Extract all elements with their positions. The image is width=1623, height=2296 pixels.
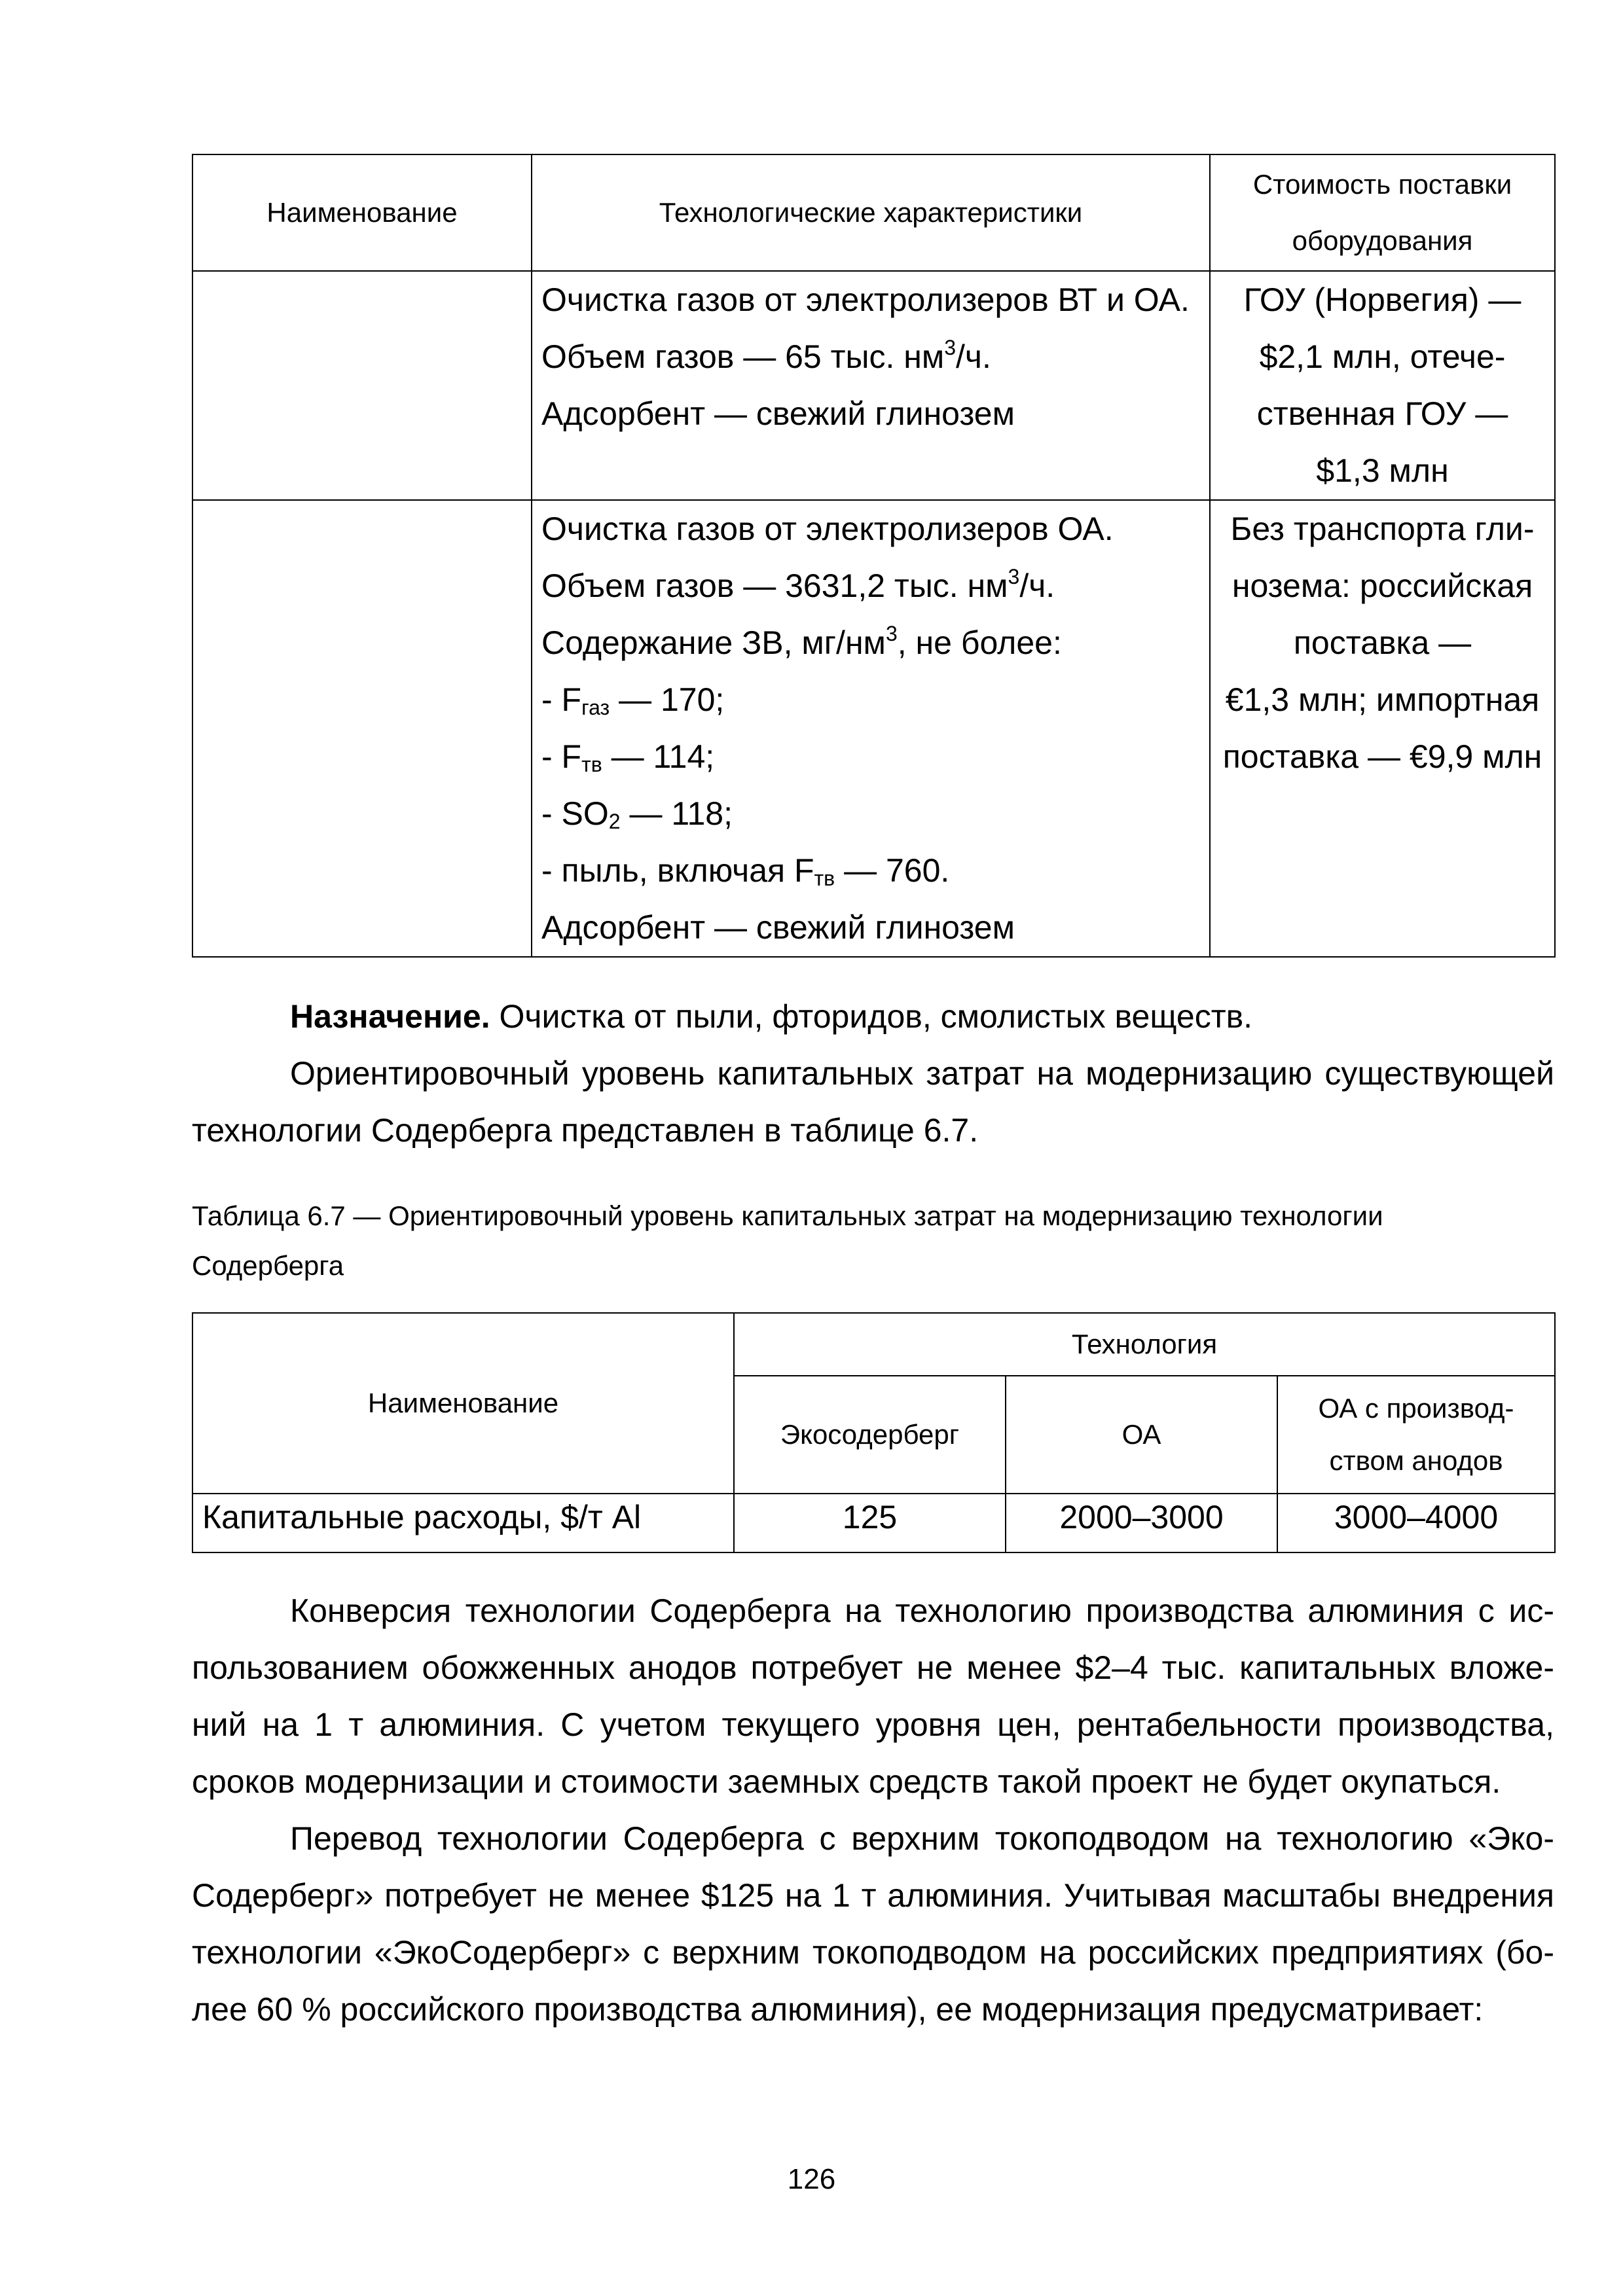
cost-line: €1,3 млн; импортная: [1225, 681, 1540, 718]
table-header-row: [192, 154, 1555, 271]
char-sup: 3: [885, 622, 898, 645]
header-cost-line: Стоимость поставки: [1252, 169, 1512, 200]
char-text: , не более:: [897, 624, 1062, 661]
cost-line: $2,1 млн, отече-: [1259, 338, 1506, 375]
char-text: - F: [541, 681, 582, 718]
cost-line: поставка —: [1293, 624, 1472, 661]
cost-line: нозема: российская: [1231, 567, 1533, 604]
para-line: ний на 1 т алюминия. С учетом текущего уровня цен, рентабельности производства,: [192, 1706, 1554, 1743]
value-oa-anodes: 3000–4000: [1277, 1494, 1555, 1552]
row-name-cell: [192, 500, 532, 957]
table-row: [192, 271, 1555, 500]
char-text: — 170;: [610, 681, 725, 718]
char-text: - F: [541, 738, 582, 775]
para-line: лее 60 % российского производства алюминия), ее модернизация предусматривает:: [192, 1991, 1484, 2028]
char-line: [541, 672, 1209, 728]
para-text: Перевод технологии Содерберга с верхним токоподводом на технологию «Эко-: [290, 1820, 1554, 1857]
header-oa-anodes: [1277, 1376, 1555, 1494]
char-sub: газ: [581, 696, 610, 719]
row-label: Капитальные расходы, $/т Al: [192, 1494, 734, 1552]
char-text: - пыль, включая F: [541, 852, 814, 889]
row-name-cell: [192, 271, 532, 500]
cost-line: $1,3 млн: [1316, 452, 1449, 489]
header-oa: ОА: [1006, 1376, 1277, 1494]
table-row: [192, 1494, 1555, 1552]
table-row: [192, 500, 1555, 957]
table-header-row: [192, 1313, 1555, 1376]
intro-text: Ориентировочный уровень капитальных затрат на модернизацию существующей: [290, 1055, 1554, 1092]
char-line: [541, 558, 1209, 615]
cost-line: ственная ГОУ —: [1256, 395, 1508, 432]
char-text: Содержание ЗВ, мг/нм: [541, 624, 886, 661]
purpose-paragraph: [192, 988, 1554, 1045]
para-line: сроков модернизации и стоимости заемных средств такой проект не будет окупаться.: [192, 1763, 1501, 1800]
para-line: Содерберг» потребует не менее $125 на 1 т алюминия. Учитывая масштабы внедрения: [192, 1877, 1554, 1914]
char-line: Адсорбент — свежий глинозем: [541, 909, 1015, 946]
cost-line: ГОУ (Норвегия) —: [1243, 281, 1522, 318]
transfer-paragraph: [192, 1810, 1554, 2038]
table-caption: [192, 1191, 1554, 1291]
intro-paragraph: [192, 1045, 1554, 1159]
equipment-table: [192, 154, 1556, 958]
row-cost: [1210, 500, 1555, 957]
char-text: — 118;: [620, 795, 733, 832]
header-characteristics: Технологические характеристики: [532, 154, 1210, 271]
char-text: Объем газов — 65 тыс. нм: [541, 338, 945, 375]
char-line: [541, 329, 1209, 386]
header-name: Наименование: [192, 154, 532, 271]
header-ecosoderberg: Экосодерберг: [734, 1376, 1006, 1494]
value-ecosoderberg: 125: [734, 1494, 1006, 1552]
char-sub: тв: [581, 753, 602, 776]
char-text: — 114;: [602, 738, 715, 775]
capex-table: [192, 1312, 1556, 1553]
cost-line: поставка — €9,9 млн: [1222, 738, 1542, 775]
cost-line: Без транспорта гли-: [1230, 511, 1535, 547]
char-line: [541, 785, 1209, 842]
row-characteristics: [532, 271, 1210, 500]
conversion-paragraph: [192, 1583, 1554, 1810]
header-cost-line: оборудования: [1292, 225, 1473, 256]
char-line: [541, 728, 1209, 785]
char-text: /ч.: [1019, 567, 1055, 604]
header-line: ством анодов: [1329, 1445, 1503, 1476]
caption-line: Содерберга: [192, 1250, 344, 1281]
value-oa: 2000–3000: [1006, 1494, 1277, 1552]
char-line: Адсорбент — свежий глинозем: [541, 395, 1015, 432]
char-line: [541, 842, 1209, 899]
page-number: 126: [787, 2163, 836, 2195]
char-text: — 760.: [835, 852, 950, 889]
char-text: - SO: [541, 795, 609, 832]
para-line: [192, 1583, 1554, 1640]
char-text: Объем газов — 3631,2 тыс. нм: [541, 567, 1008, 604]
header-cost: [1210, 154, 1555, 271]
char-sub: тв: [814, 867, 835, 890]
char-sup: 3: [1008, 565, 1020, 588]
para-text: Конверсия технологии Содерберга на технологию производства алюминия с ис-: [290, 1592, 1554, 1629]
intro-line: [192, 1045, 1554, 1102]
purpose-label: Назначение.: [290, 998, 490, 1035]
char-line: [541, 615, 1209, 672]
para-line: пользованием обожженных анодов потребует не менее $2–4 тыс. капитальных вложе-: [192, 1649, 1554, 1686]
header-technology: Технология: [734, 1313, 1555, 1376]
purpose-text: Очистка от пыли, фторидов, смолистых веществ.: [490, 998, 1253, 1035]
header-line: ОА с производ-: [1318, 1393, 1514, 1424]
char-line: Очистка газов от электролизеров ВТ и ОА.: [541, 281, 1190, 318]
intro-line: технологии Содерберга представлен в таблице 6.7.: [192, 1112, 979, 1149]
row-characteristics: [532, 500, 1210, 957]
para-line: [192, 1810, 1554, 1867]
char-sup: 3: [944, 336, 957, 359]
row-cost: [1210, 271, 1555, 500]
char-text: /ч.: [956, 338, 991, 375]
para-line: технологии «ЭкоСодерберг» с верхним токоподводом на российских предприятиях (бо-: [192, 1934, 1554, 1971]
header-name: Наименование: [192, 1313, 734, 1494]
char-line: Очистка газов от электролизеров ОА.: [541, 511, 1114, 547]
char-sub: 2: [608, 810, 621, 833]
caption-line: Таблица 6.7 — Ориентировочный уровень капитальных затрат на модернизацию технологии: [192, 1200, 1383, 1231]
